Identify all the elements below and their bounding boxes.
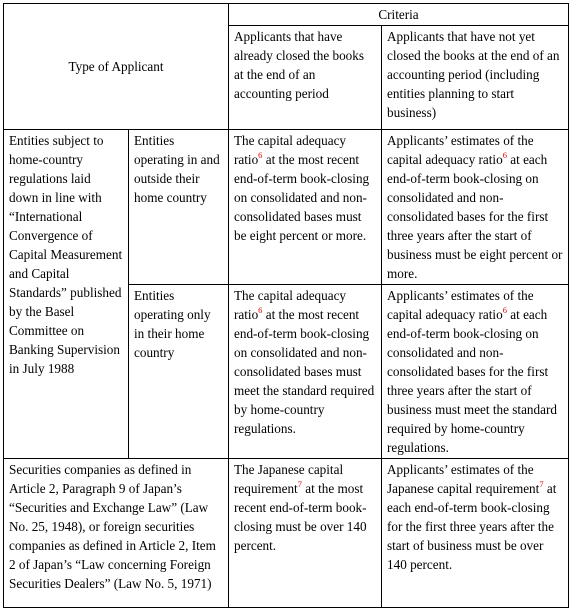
closed-criteria-cell (229, 459, 382, 608)
criteria-text: Applicants’ estimates of the Japanese capital requirement (387, 462, 540, 496)
sub-type-cell (129, 285, 229, 459)
footnote-marker[interactable]: 7 (539, 478, 544, 489)
criteria-text: at each end-of-term book-closing on consolidated and non-consolidated bases for the first three years after the start of business must meet the standard required by home-country regulations. (387, 307, 557, 455)
criteria-header (229, 4, 569, 26)
criteria-text: at the most recent end-of-term book-closing must be over 140 percent. (234, 481, 367, 553)
not-closed-books-header (382, 26, 569, 130)
basel-group-cell (4, 130, 129, 459)
criteria-text: The capital adequacy ratio (234, 288, 347, 322)
table-row (4, 459, 569, 608)
footnote-marker[interactable]: 6 (502, 304, 507, 315)
table-row (4, 130, 569, 285)
closed-criteria-cell (229, 130, 382, 285)
footnote-marker[interactable]: 6 (258, 149, 263, 160)
footnote-marker[interactable]: 6 (258, 304, 263, 315)
not-closed-criteria-cell (382, 130, 569, 285)
criteria-text: at each end-of-term book-closing for the first three years after the start of business must be over 140 percent. (387, 481, 557, 572)
criteria-text: at the most recent end-of-term book-closing on consolidated and non-consolidated bases must be eight percent or more. (234, 152, 370, 243)
footnote-marker[interactable]: 6 (502, 149, 507, 160)
criteria-text: The capital adequacy ratio (234, 133, 347, 167)
securities-type-label: Securities companies as defined in Article 2, Paragraph 9 of Japan’s “Securities and Exchange Law” (Law No. 25, 1948), or foreign securities companies as defined in Article 2, Item 2 of Japan’s “Law concerning Foreign Securities Dealers” (Law No. 5, 1971) (9, 462, 216, 591)
closed-books-header (229, 26, 382, 130)
criteria-text: The Japanese capital requirement (234, 462, 344, 496)
closed-books-label: Applicants that have already closed the books at the end of an accounting period (234, 29, 365, 101)
basel-group-label: Entities subject to home-country regulations laid down in line with “International Convergence of Capital Measurement and Capital Standards” published by the Basel Committee on Banking Supervision in July 1988 (9, 133, 123, 376)
not-closed-books-label: Applicants that have not yet closed the books at the end of an accounting period (including entities planning to start business) (387, 29, 560, 120)
document-page (3, 3, 568, 599)
criteria-label: Criteria (378, 7, 419, 22)
criteria-text: Applicants’ estimates of the capital adequacy ratio (387, 133, 534, 167)
not-closed-criteria-cell (382, 285, 569, 459)
not-closed-criteria-cell (382, 459, 569, 608)
sub-type-label: Entities operating only in their home country (134, 288, 211, 360)
type-of-applicant-header (4, 4, 229, 130)
criteria-text: at the most recent end-of-term book-closing on consolidated and non-consolidated bases must meet the standard required by home-country regulations. (234, 307, 375, 436)
criteria-text: at each end-of-term book-closing on consolidated and non-consolidated bases for the first three years after the start of business must be eight percent or more. (387, 152, 563, 281)
footnote-marker[interactable]: 7 (297, 478, 302, 489)
criteria-text: Applicants’ estimates of the capital adequacy ratio (387, 288, 534, 322)
sub-type-label: Entities operating in and outside their home country (134, 133, 220, 205)
closed-criteria-cell (229, 285, 382, 459)
sub-type-cell (129, 130, 229, 285)
type-of-applicant-label: Type of Applicant (68, 59, 164, 74)
securities-type-cell (4, 459, 229, 608)
criteria-table (3, 3, 569, 608)
header-row-1 (4, 4, 569, 26)
